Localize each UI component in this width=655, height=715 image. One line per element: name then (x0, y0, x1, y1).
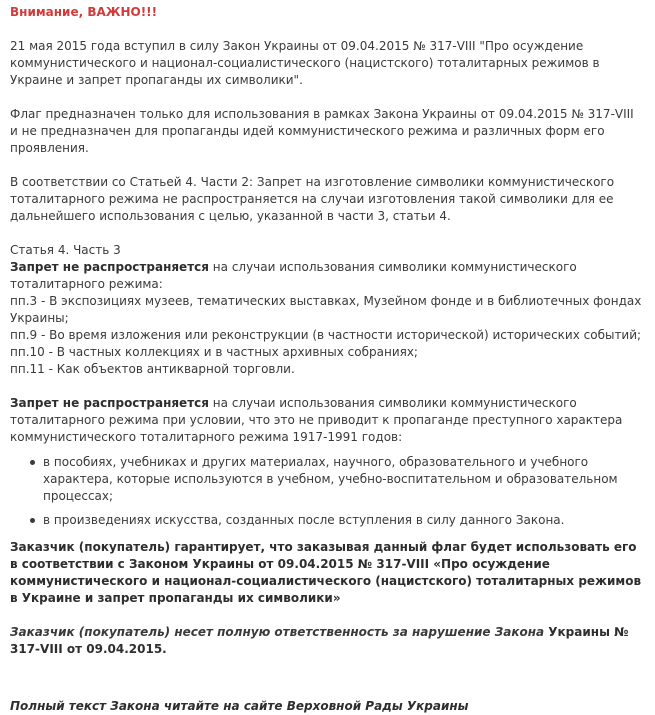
article-item-3: пп.3 - В экспозициях музеев, тематических выставках, Музейном фонде и в библиотечных фондах Украины; (10, 294, 642, 325)
warning-heading: Внимание, ВАЖНО!!! (10, 5, 158, 19)
condition-paragraph (10, 395, 645, 446)
responsibility-italic-text: Заказчик (покупатель) несет полную ответственность за нарушение Закона (10, 625, 545, 639)
article-4-part-3-section (10, 242, 645, 378)
spacer (10, 658, 645, 678)
condition-rest-text: на случаи использования символики коммунистического тоталитарного режима при условии, что это не приводит к пропаганде преступного характера коммунистического тоталитарного режима 1917-1991 годов: (10, 396, 623, 444)
article-item-11: пп.11 - Как объектов антикварной торговли. (10, 362, 295, 376)
bullet-icon (30, 518, 35, 523)
ban-rest-text: на случаи использования символики коммунистического тоталитарного режима: (10, 260, 577, 291)
responsibility-bold-text: Украины № 317-VIII от 09.04.2015. (10, 625, 629, 656)
article-ban-line (10, 259, 645, 293)
spacer (10, 678, 645, 698)
guarantee-bold-text: Заказчик (покупатель) гарантирует, что заказывая данный флаг будет использовать его в соответствии с Законом Украины от 09.04.2015 № 317-VIII «Про осуждение коммунистического и национал-социалистического (нацистского) тоталитарных режимов в Украине и запрет пропаганды их символики» (10, 540, 642, 605)
guarantee-paragraph (10, 539, 645, 607)
flag-purpose-paragraph: Флаг предназначен только для использования в рамках Закона Украины от 09.04.2015 № 317-VIII и не предназначен для пропаганды идей коммунистического режима и различных форм его проявления. (10, 107, 634, 155)
ban-bold-text: Запрет не распространяется (10, 260, 209, 274)
condition-bold-text: Запрет не распространяется (10, 396, 209, 410)
article-item-9: пп.9 - Во время изложения или реконструкции (в частности исторической) исторических событий; (10, 328, 642, 342)
condition-bullet-list (10, 454, 645, 529)
article-heading: Статья 4. Часть 3 (10, 243, 121, 257)
responsibility-paragraph (10, 624, 645, 658)
list-item-text: в произведениях искусства, созданных после вступления в силу данного Закона. (43, 513, 565, 527)
condition-section (10, 395, 645, 529)
article-item-10: пп.10 - В частных коллекциях и в частных архивных собраниях; (10, 345, 418, 359)
law-intro-paragraph: 21 мая 2015 года вступил в силу Закон Украины от 09.04.2015 № 317-VIII "Про осуждение коммунистического и национал-социалистического (нацистского) тоталитарных режимов в Украине и запрет пропаганды их символики". (10, 39, 600, 87)
list-item-text: в пособиях, учебниках и других материалах, научного, образовательного и учебного характера, которые используются в учебном, учебно-воспитательном и образовательном процессах; (43, 455, 618, 503)
bullet-icon (30, 460, 35, 465)
list-item (10, 512, 645, 529)
full-text-link[interactable]: Полный текст Закона читайте на сайте Верховной Рады Украины (10, 699, 469, 713)
article-4-part-2-paragraph: В соответствии со Статьей 4. Части 2: Запрет на изготовление символики коммунистического тоталитарного режима не распространяется на случаи изготовления такой символики для ее дальнейшего использования с целью, указанной в части 3, статьи 4. (10, 175, 615, 223)
list-item (10, 454, 645, 505)
full-text-line (10, 698, 645, 715)
